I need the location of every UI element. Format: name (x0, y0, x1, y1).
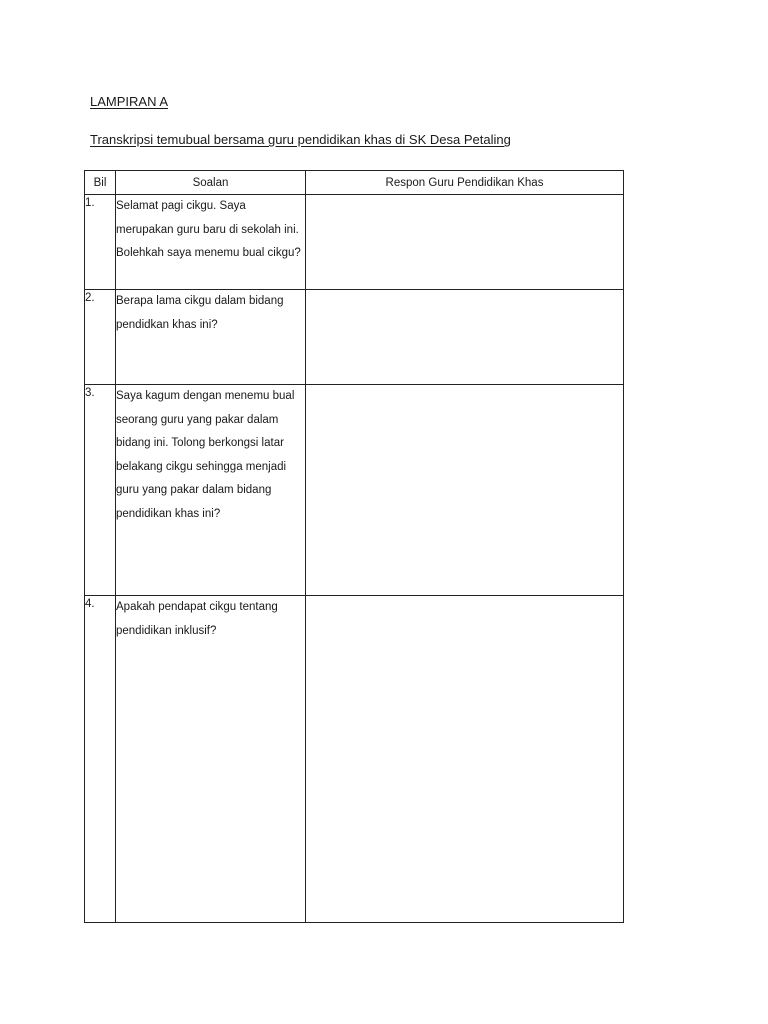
response-cell[interactable] (306, 596, 624, 923)
header-bil: Bil (85, 171, 116, 195)
table-row (85, 290, 624, 385)
header-respon: Respon Guru Pendidikan Khas (306, 171, 624, 195)
response-cell[interactable] (306, 385, 624, 596)
row-number: 4. (85, 596, 116, 923)
question-text: Apakah pendapat cikgu tentang pendidikan inklusif? (116, 596, 306, 923)
table-row (85, 195, 624, 290)
appendix-label: LAMPIRAN A (90, 94, 169, 109)
question-text: Selamat pagi cikgu. Saya merupakan guru baru di sekolah ini. Bolehkah saya menemu bual cikgu? (116, 195, 306, 290)
response-cell[interactable] (306, 195, 624, 290)
row-number: 1. (85, 195, 116, 290)
table-row (85, 596, 624, 923)
table-header-row (85, 171, 624, 195)
row-number: 2. (85, 290, 116, 385)
row-number: 3. (85, 385, 116, 596)
question-text: Saya kagum dengan menemu bual seorang guru yang pakar dalam bidang ini. Tolong berkongsi latar belakang cikgu sehingga menjadi guru yang pakar dalam bidang pendidikan khas ini? (116, 385, 306, 596)
document-subtitle: Transkripsi temubual bersama guru pendidikan khas di SK Desa Petaling (90, 132, 511, 147)
question-text: Berapa lama cikgu dalam bidang pendidkan khas ini? (116, 290, 306, 385)
table-row (85, 385, 624, 596)
response-cell[interactable] (306, 290, 624, 385)
interview-table (84, 170, 624, 923)
header-soalan: Soalan (116, 171, 306, 195)
